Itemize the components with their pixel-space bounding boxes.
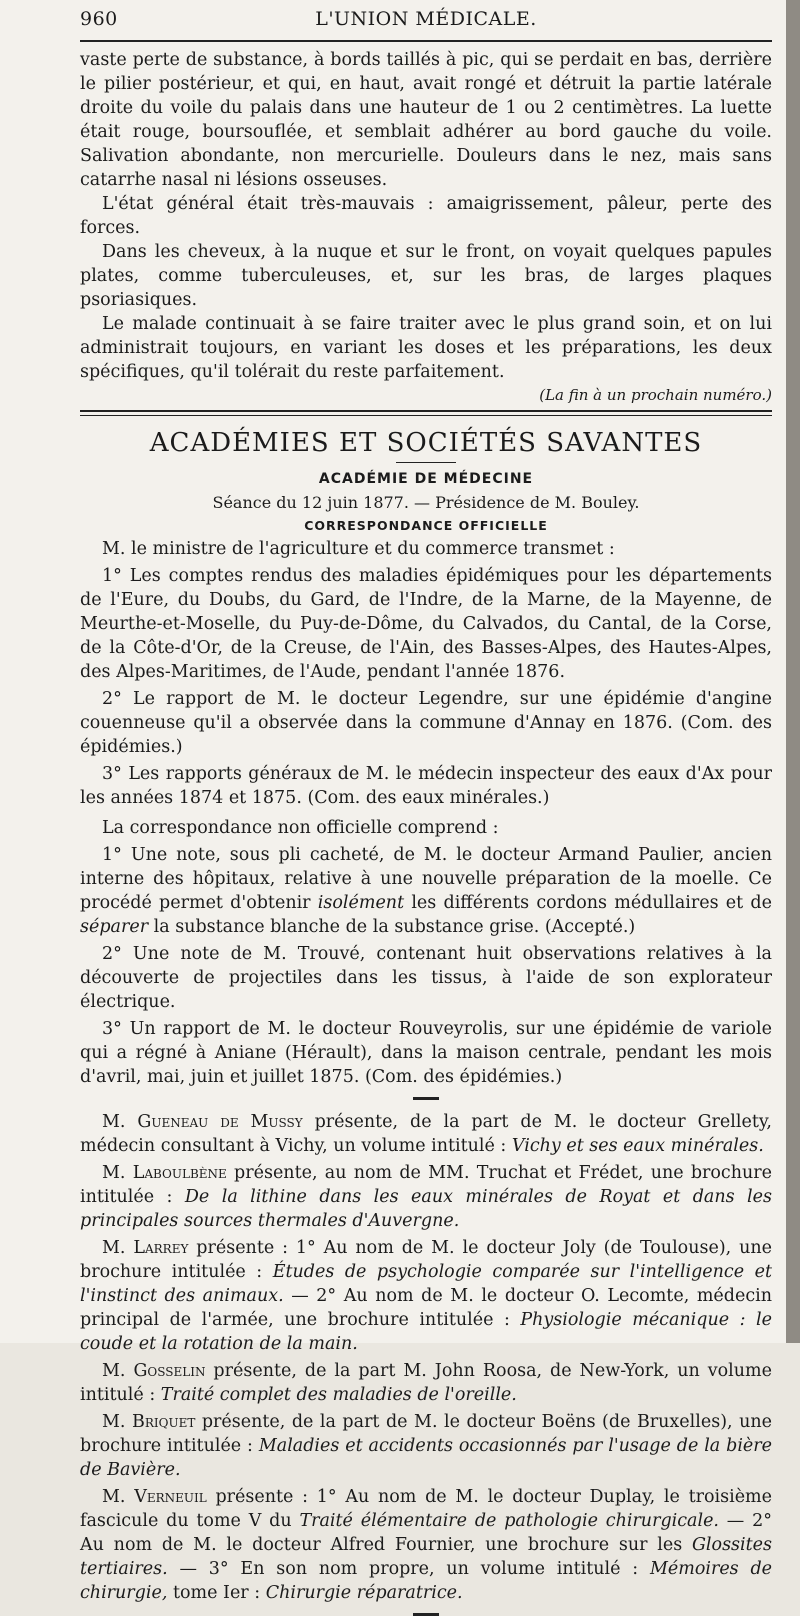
intro-paragraph: vaste perte de substance, à bords taillés à pic, qui se perdait en bas, derrière le pilier postérieur, et qui, en haut, avait rongé et détruit la partie latérale droite du voile du palais dans une hauteur de 1 ou 2 centimètres. La luette était rouge, boursouflée, et semblait adhérer au bord gauche du voile. Salivation abondante, non mercurielle. Douleurs dans le nez, mais sans catarrhe nasal ni lésions osseuses. (80, 50, 772, 190)
continuation-note: (La fin à un prochain numéro.) (539, 386, 772, 404)
page-header (80, 0, 772, 36)
journal-title: L'UNION MÉDICALE. (315, 8, 537, 30)
section-divider (80, 410, 772, 416)
section-title: ACADÉMIES ET SOCIÉTÉS SAVANTES (149, 428, 703, 458)
intro-paragraph: Dans les cheveux, à la nuque et sur le front, on voyait quelques papules plates, comme tuberculeuses, et, sur les bras, de larges plaques psoriasiques. (80, 242, 772, 310)
unofficial-item: 1° Une note, sous pli cacheté, de M. le docteur Armand Paulier, ancien interne des hôpitaux, relative à une nouvelle préparation de la moelle. Ce procédé permet d'obtenir isolément les différents cordons médullaires et de séparer la substance blanche de la substance grise. (Accepté.) (80, 845, 772, 937)
minister-line: M. le ministre de l'agriculture et du commerce transmet : (102, 539, 615, 559)
correspondence-heading: CORRESPONDANCE OFFICIELLE (304, 518, 548, 533)
page-spine-shadow (786, 0, 800, 1343)
header-rule (80, 40, 772, 42)
section-dash (413, 1097, 439, 1100)
official-item: 1° Les comptes rendus des maladies épidémiques pour les départements de l'Eure, du Doubs, du Gard, de l'Indre, de la Marne, de la Mayenne, de Meurthe-et-Moselle, du Puy-de-Dôme, du Calvados, du Cantal, de la Corse, de la Côte-d'Or, de la Creuse, de l'Ain, des Basses-Alpes, des Hautes-Alpes, des Alpes-Maritimes, de l'Aude, pendant l'année 1876. (80, 566, 772, 682)
unofficial-item: 3° Un rapport de M. le docteur Rouveyrolis, sur une épidémie de variole qui a régné à Aniane (Hérault), dans la maison centrale, pendant les mois d'avril, mai, juin et juillet 1875. (Com. des épidémies.) (80, 1019, 772, 1087)
presentation-paragraph: M. Briquet présente, de la part de M. le docteur Boëns (de Bruxelles), une brochure intitulée : Maladies et accidents occasionnés par l'usage de la bière de Bavière. (80, 1412, 772, 1480)
presentation-paragraph: M. Verneuil présente : 1° Au nom de M. le docteur Duplay, le troisième fascicule du tome V du Traité élémentaire de pathologie chirurgicale. — 2° Au nom de M. le docteur Alfred Fournier, une brochure sur les Glossites tertiaires. — 3° En son nom propre, un volume intitulé : Mémoires de chirurgie, tome Ier : Chirurgie réparatrice. (80, 1487, 773, 1603)
intro-paragraph: L'état général était très-mauvais : amaigrissement, pâleur, perte des forces. (80, 194, 772, 238)
official-item: 3° Les rapports généraux de M. le médecin inspecteur des eaux d'Ax pour les années 1874 et 1875. (Com. des eaux minérales.) (80, 764, 772, 808)
presentation-paragraph: M. Gosselin présente, de la part M. John Roosa, de New-York, un volume intitulé : Traité complet des maladies de l'oreille. (80, 1361, 772, 1405)
title-rule (396, 462, 456, 463)
unofficial-line: La correspondance non officielle comprend : (102, 818, 499, 838)
academy-heading: ACADÉMIE DE MÉDECINE (318, 471, 534, 487)
seance-line: Séance du 12 juin 1877. — Présidence de M. Bouley. (212, 493, 640, 512)
official-item: 2° Le rapport de M. le docteur Legendre, sur une épidémie d'angine couenneuse qu'il a observée dans la commune d'Annay en 1876. (Com. des épidémies.) (80, 689, 772, 757)
presentation-paragraph: M. Laboulbène présente, au nom de MM. Truchat et Frédet, une brochure intitulée : De la lithine dans les eaux minérales de Royat et dans les principales sources thermales d'Auvergne. (80, 1163, 772, 1231)
intro-paragraph: Le malade continuait à se faire traiter avec le plus grand soin, et on lui administrait toujours, en variant les doses et les préparations, les deux spécifiques, qu'il tolérait du reste parfaitement. (80, 314, 772, 382)
unofficial-item: 2° Une note de M. Trouvé, contenant huit observations relatives à la découverte de projectiles dans les tissus, à l'aide de son explorateur électrique. (80, 944, 772, 1012)
presentation-paragraph: M. Gueneau de Mussy présente, de la part de M. le docteur Grellety, médecin consultant à Vichy, un volume intitulé : Vichy et ses eaux minérales. (80, 1112, 772, 1156)
presentation-paragraph: M. Larrey présente : 1° Au nom de M. le docteur Joly (de Toulouse), une brochure intitulée : Études de psychologie comparée sur l'intelligence et l'instinct des animaux. — 2° Au nom de M. le docteur O. Lecomte, médecin principal de l'armée, une brochure intitulée : Physiologie mécanique : le coude et la rotation de la main. (80, 1238, 772, 1354)
page-number: 960 (80, 8, 118, 30)
